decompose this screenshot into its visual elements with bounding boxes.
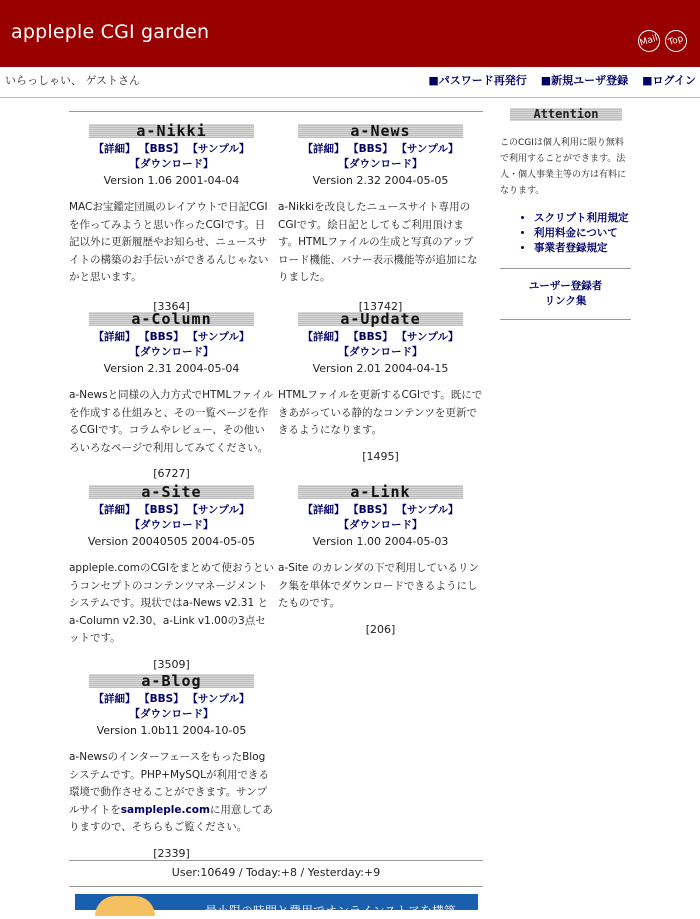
account-links bbox=[428, 72, 696, 88]
product-version: Version 2.32 2004-05-05 bbox=[312, 174, 449, 187]
password-reissue-link[interactable]: ■パスワード再発行 bbox=[428, 74, 527, 87]
download-link[interactable]: 【ダウンロード】 bbox=[129, 708, 214, 720]
banner-text: 最小限の時間と費用でオンラインストアを構築 bbox=[205, 904, 456, 918]
bbs-link[interactable]: 【BBS】 bbox=[348, 504, 393, 516]
bbs-link[interactable]: 【BBS】 bbox=[348, 143, 393, 155]
mail-button[interactable]: Mail bbox=[635, 27, 663, 55]
bbs-link[interactable]: 【BBS】 bbox=[348, 331, 393, 343]
product-card-a-column bbox=[69, 312, 274, 480]
bbs-link[interactable]: 【BBS】 bbox=[139, 693, 184, 705]
download-link[interactable]: 【ダウンロード】 bbox=[338, 158, 423, 170]
detail-link[interactable]: 【詳細】 bbox=[302, 504, 345, 516]
detail-link[interactable]: 【詳細】 bbox=[93, 693, 136, 705]
sidebar-divider bbox=[500, 319, 631, 320]
script-terms-link[interactable]: • スクリプト利用規定 bbox=[534, 211, 631, 226]
product-card-a-news bbox=[278, 124, 483, 313]
sample-link[interactable]: 【サンプル】 bbox=[187, 331, 250, 343]
download-count: [13742] bbox=[358, 299, 403, 313]
greeting-text: いらっしゃい、 ゲストさん bbox=[5, 74, 141, 87]
attention-sidebar bbox=[500, 108, 631, 320]
product-title: a-Nikki bbox=[89, 124, 254, 138]
bbs-link[interactable]: 【BBS】 bbox=[139, 504, 184, 516]
download-count: [3364] bbox=[153, 299, 190, 313]
top-bar bbox=[0, 70, 700, 90]
product-card-a-link bbox=[278, 485, 483, 636]
ad-banner[interactable] bbox=[75, 894, 478, 918]
product-version: Version 2.01 2004-04-15 bbox=[312, 362, 449, 375]
product-title: a-Blog bbox=[89, 674, 254, 688]
product-description bbox=[69, 749, 274, 837]
sidebar-links bbox=[500, 279, 631, 309]
attention-text: このCGIは個人利用に限り無料で利用することができます。法人・個人事業主等の方は有料になります。 bbox=[500, 138, 627, 196]
sample-link[interactable]: 【サンプル】 bbox=[396, 504, 459, 516]
new-user-link[interactable]: ■新規ユーザ登録 bbox=[540, 74, 629, 87]
download-link[interactable]: 【ダウンロード】 bbox=[129, 519, 214, 531]
product-description: a-Newsと同様の入力方式でHTMLファイルを作成する仕組みと、その一覧ページを作るCGIです。コラムやレビュー、その他いろいろなページで利用してみてください。 bbox=[69, 389, 274, 454]
sample-link[interactable]: 【サンプル】 bbox=[187, 504, 250, 516]
product-version: Version 2.31 2004-05-04 bbox=[103, 362, 240, 375]
product-title: a-Update bbox=[298, 312, 463, 326]
top-button[interactable]: Top bbox=[662, 27, 690, 55]
attention-title: Attention bbox=[510, 108, 622, 121]
description-text: a-NewsのインターフェースをもったBlogシステムです。PHP+MySQLが利用できる環境で動作させることができます。サンプルサイトを bbox=[69, 751, 270, 816]
download-link[interactable]: 【ダウンロード】 bbox=[129, 158, 214, 170]
business-terms-link[interactable]: • 事業者登録規定 bbox=[534, 241, 631, 256]
download-count: [206] bbox=[365, 622, 396, 636]
site-title[interactable]: appleple CGI garden bbox=[11, 21, 210, 43]
product-description: MACお宝鑑定団風のレイアウトで日記CGIを作ってみようと思い作ったCGIです。日記以外に更新履歴やお知らせ、ニュースサイトの構築のお手伝いができるんじゃないかと思います。 bbox=[69, 201, 269, 283]
product-links bbox=[278, 330, 483, 360]
bbs-link[interactable]: 【BBS】 bbox=[139, 331, 184, 343]
download-count: [1495] bbox=[362, 449, 399, 463]
product-card-a-update bbox=[278, 312, 483, 463]
product-title: a-Link bbox=[298, 485, 463, 499]
sample-link[interactable]: 【サンプル】 bbox=[187, 143, 250, 155]
product-title: a-News bbox=[298, 124, 463, 138]
stats-divider bbox=[69, 886, 483, 887]
product-card-a-nikki bbox=[69, 124, 274, 313]
login-link[interactable]: ■ログイン bbox=[642, 74, 696, 87]
policy-list bbox=[500, 211, 631, 256]
product-version: Version 20040505 2004-05-05 bbox=[87, 535, 256, 548]
content-top-divider bbox=[69, 111, 483, 112]
product-links bbox=[69, 692, 274, 722]
download-count: [6727] bbox=[153, 467, 190, 480]
product-links bbox=[69, 503, 274, 533]
download-link[interactable]: 【ダウンロード】 bbox=[338, 519, 423, 531]
product-version: Version 1.0b11 2004-10-05 bbox=[96, 724, 247, 737]
product-version: Version 1.06 2001-04-04 bbox=[103, 174, 240, 187]
detail-link[interactable]: 【詳細】 bbox=[302, 143, 345, 155]
access-stats: User:10649 / Today:+8 / Yesterday:+9 bbox=[171, 866, 381, 879]
sampleple-link[interactable]: sampleple.com bbox=[120, 803, 210, 816]
product-description: HTMLファイルを更新するCGIです。既にできあがっている静的なコンテンツを更新できるようになります。 bbox=[278, 389, 483, 436]
product-version: Version 1.00 2004-05-03 bbox=[312, 535, 449, 548]
detail-link[interactable]: 【詳細】 bbox=[93, 331, 136, 343]
header-divider bbox=[0, 97, 700, 98]
description-text: に用意してありますので、そちらもご覧ください。 bbox=[69, 803, 273, 833]
product-description: a-Nikkiを改良したニュースサイト専用のCGIです。絵日記としてもご利用頂けます。HTMLファイルの生成と写真のアップロード機能、バナー表示機能等が追加になりました。 bbox=[278, 201, 478, 283]
banner-illustration bbox=[95, 896, 155, 916]
product-description: appleple.comのCGIをまとめて使おうというコンセプトのコンテンツマネージメントシステムです。現状ではa-News v2.31 とa-Column v2.30、a-Link v1.00の3点セットです。 bbox=[69, 562, 275, 644]
content-bottom-divider bbox=[69, 860, 483, 861]
sidebar-divider bbox=[500, 268, 631, 269]
site-header bbox=[0, 0, 700, 67]
bbs-link[interactable]: 【BBS】 bbox=[139, 143, 184, 155]
download-count: [3509] bbox=[153, 657, 190, 671]
product-links bbox=[69, 142, 274, 172]
detail-link[interactable]: 【詳細】 bbox=[93, 143, 136, 155]
download-count: [2339] bbox=[153, 846, 190, 860]
product-card-a-blog bbox=[69, 674, 274, 860]
sample-link[interactable]: 【サンプル】 bbox=[396, 331, 459, 343]
sample-link[interactable]: 【サンプル】 bbox=[396, 143, 459, 155]
registered-users-link[interactable]: ユーザー登録者 bbox=[528, 280, 603, 292]
product-links bbox=[69, 330, 274, 360]
product-description: a-Site のカレンダの下で利用しているリンク集を単体でダウンロードできるようにしたものです。 bbox=[278, 562, 480, 609]
download-link[interactable]: 【ダウンロード】 bbox=[338, 346, 423, 358]
product-title: a-Site bbox=[89, 485, 254, 499]
product-links bbox=[278, 503, 483, 533]
detail-link[interactable]: 【詳細】 bbox=[302, 331, 345, 343]
product-links bbox=[278, 142, 483, 172]
product-title: a-Column bbox=[89, 312, 254, 326]
detail-link[interactable]: 【詳細】 bbox=[93, 504, 136, 516]
sample-link[interactable]: 【サンプル】 bbox=[187, 693, 250, 705]
download-link[interactable]: 【ダウンロード】 bbox=[129, 346, 214, 358]
link-collection-link[interactable]: リンク集 bbox=[544, 295, 587, 307]
pricing-link[interactable]: • 利用料金について bbox=[534, 226, 631, 241]
product-card-a-site bbox=[69, 485, 274, 671]
